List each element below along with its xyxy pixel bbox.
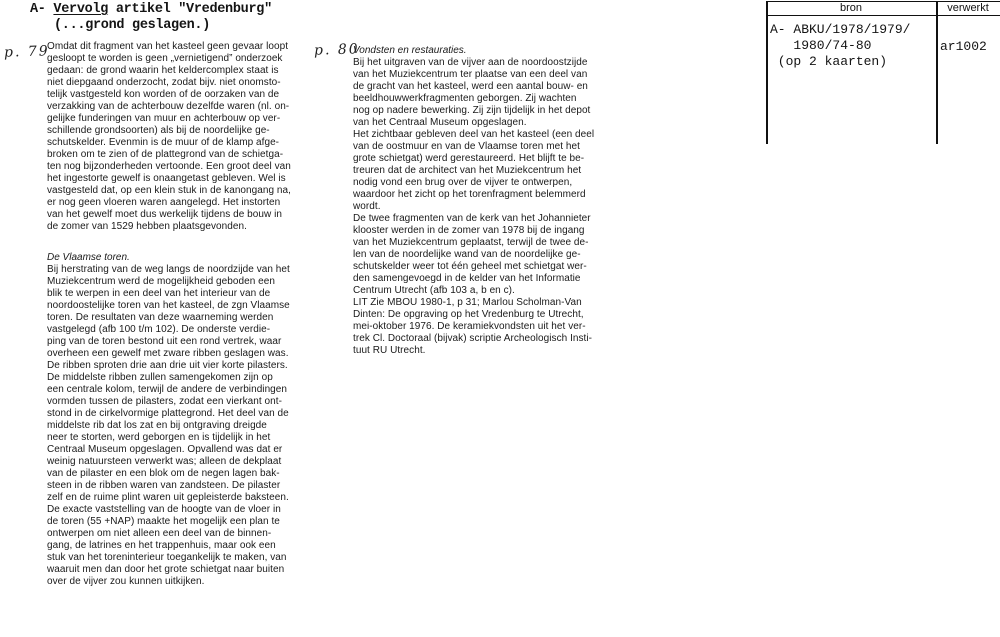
left-column [47, 41, 323, 588]
source-table [766, 1, 1000, 144]
doc-title-underlined-word: Vervolg [53, 2, 109, 17]
page-number-annotation-79: p. 79 [3, 43, 50, 61]
doc-title-line2: (...grond geslagen.) [54, 18, 211, 33]
middle-column-paragraph: Bij het uitgraven van de vijver aan de noordoostzijde van het Muziekcentrum ter plaatse van een deel van de gracht van het kasteel, werd een aantal bouw- en beeldhouwwerkfragmenten geborgen. Zij wachten nog op nadere bewerking. Zij zijn tijdelijk in het depot van het Centraal Museum opgeslagen. Het zichtbaar gebleven deel van het kasteel (een deel van de oostmuur en van de Vlaamse toren met het grote schietgat) werd gerestaureerd. Het blijft te be- treuren dat de architect van het Muziekcentrum het nodig vond een brug over de vijver te ontwerpen, waardoor het zicht op het torenfragment belemmerd wordt. De twee fragmenten van de kerk van het Johannieter klooster werden in de zomer van 1978 bij de ingang van het Muziekcentrum geplaatst, terwijl de twee de- len van de noordelijke wand van de noordelijke ge- schutskelder weer tot één geheel met schietgat wer- den samengevoegd in de kelder van het Informatie Centrum Utrecht (afb 103 a, b en c). LIT Zie MBOU 1980-1, p 31; Marlou Scholman-Van Dinten: De opgraving op het Vredenburg te Utrecht, mei-oktober 1976. De keramiekvondsten uit het ver- trek Cl. Doctoraal (bijvak) scriptie Archeologisch Insti- tuut RU Utrecht. [353, 57, 595, 356]
doc-title [30, 2, 272, 34]
section-heading-vlaamse-toren: De Vlaamse toren. [47, 252, 130, 263]
table-border-left [766, 2, 768, 144]
page-number-annotation-80: p. 80 [313, 41, 360, 59]
doc-title-rest: artikel "Vredenburg" [115, 2, 272, 17]
table-cell-bron: A- ABKU/1978/1979/ 1980/74-80 (op 2 kaarten) [770, 22, 911, 69]
middle-column [353, 45, 615, 357]
table-column-divider [936, 2, 938, 144]
doc-title-line1 [30, 2, 272, 18]
table-header-bron: bron [839, 2, 863, 14]
doc-title-prefix: A- [30, 2, 46, 17]
section-heading-vondsten: Vondsten en restauraties. [353, 45, 467, 56]
table-header-divider [766, 15, 1000, 17]
table-header-verwerkt: verwerkt [947, 2, 989, 14]
left-column-paragraph-2: Bij herstrating van de weg langs de noordzijde van het Muziekcentrum werd de mogelijkheid geboden een blik te werpen in een deel van het interieur van de noordoostelijke toren van het kasteel, de zgn Vlaamse toren. De resultaten van deze waarneming werden vastgelegd (afb 100 t/m 102). De onderste verdie- ping van de toren bestond uit een rond vertrek, waar overheen een gewelf met zware ribben geslagen was. De ribben sproten drie aan drie uit vier korte pilasters. De middelste ribben zullen samengekomen zijn op een centrale kolom, terwijl de andere de verbindingen vormden tussen de pilasters, zodat een vierkant ont- stond in de cirkelvormige plattegrond. Het deel van de middelste rib dat los zat en bij ontgraving dreigde neer te storten, werd geborgen en is tijdelijk in het Centraal Museum opgeslagen. Opvallend was dat er weinig natuursteen verwerkt was; alleen de dekplaat van de pilaster en een blok om de negen lagen bak- steen in de ribben waren van zandsteen. De pilaster zelf en de ruime plint waren uit gepleisterde baksteen. De exacte vaststelling van de hoogte van de vloer in de toren (55 +NAP) maakte het mogelijk een plan te ontwerpen om niet alleen een deel van de binnen- gang, de latrines en het trappenhuis, maar ook een stuk van het toreninterieur toegankelijk te maken, van waaruit men dan door het grote schietgat naar buiten over de vijver zou kunnen uitkijken. [47, 264, 290, 587]
left-column-paragraph-1: Omdat dit fragment van het kasteel geen gevaar loopt gesloopt te worden is geen „vernietigend” onderzoek gedaan: de grond waarin het keldercomplex staat is niet diepgaand onderzocht, zodat bijv. niet onomsto- telijk vastgesteld kon worden of de oorzaken van de verzakking van de achterbouw dezelfde waren (nl. on- gelijke funderingen van muur en achterbouw op ver- schillende grondsoorten) als bij de noordelijke ge- schutskelder. Evenmin is de muur of de klamp afge- broken om te zien of de plattegrond van de schietga- ten nog bijzonderheden vertoonde. Een groot deel van het ingestorte gewelf is onaangetast gebleven. Wel is vastgesteld dat, op een klein stuk in de kanongang na, er nog geen vloeren waren aangelegd. Het instorten van het gewelf moet dus werkelijk tijdens de bouw in de zomer van 1529 hebben plaatsgevonden. [47, 41, 291, 232]
table-cell-verwerkt: ar1002 [940, 39, 987, 54]
